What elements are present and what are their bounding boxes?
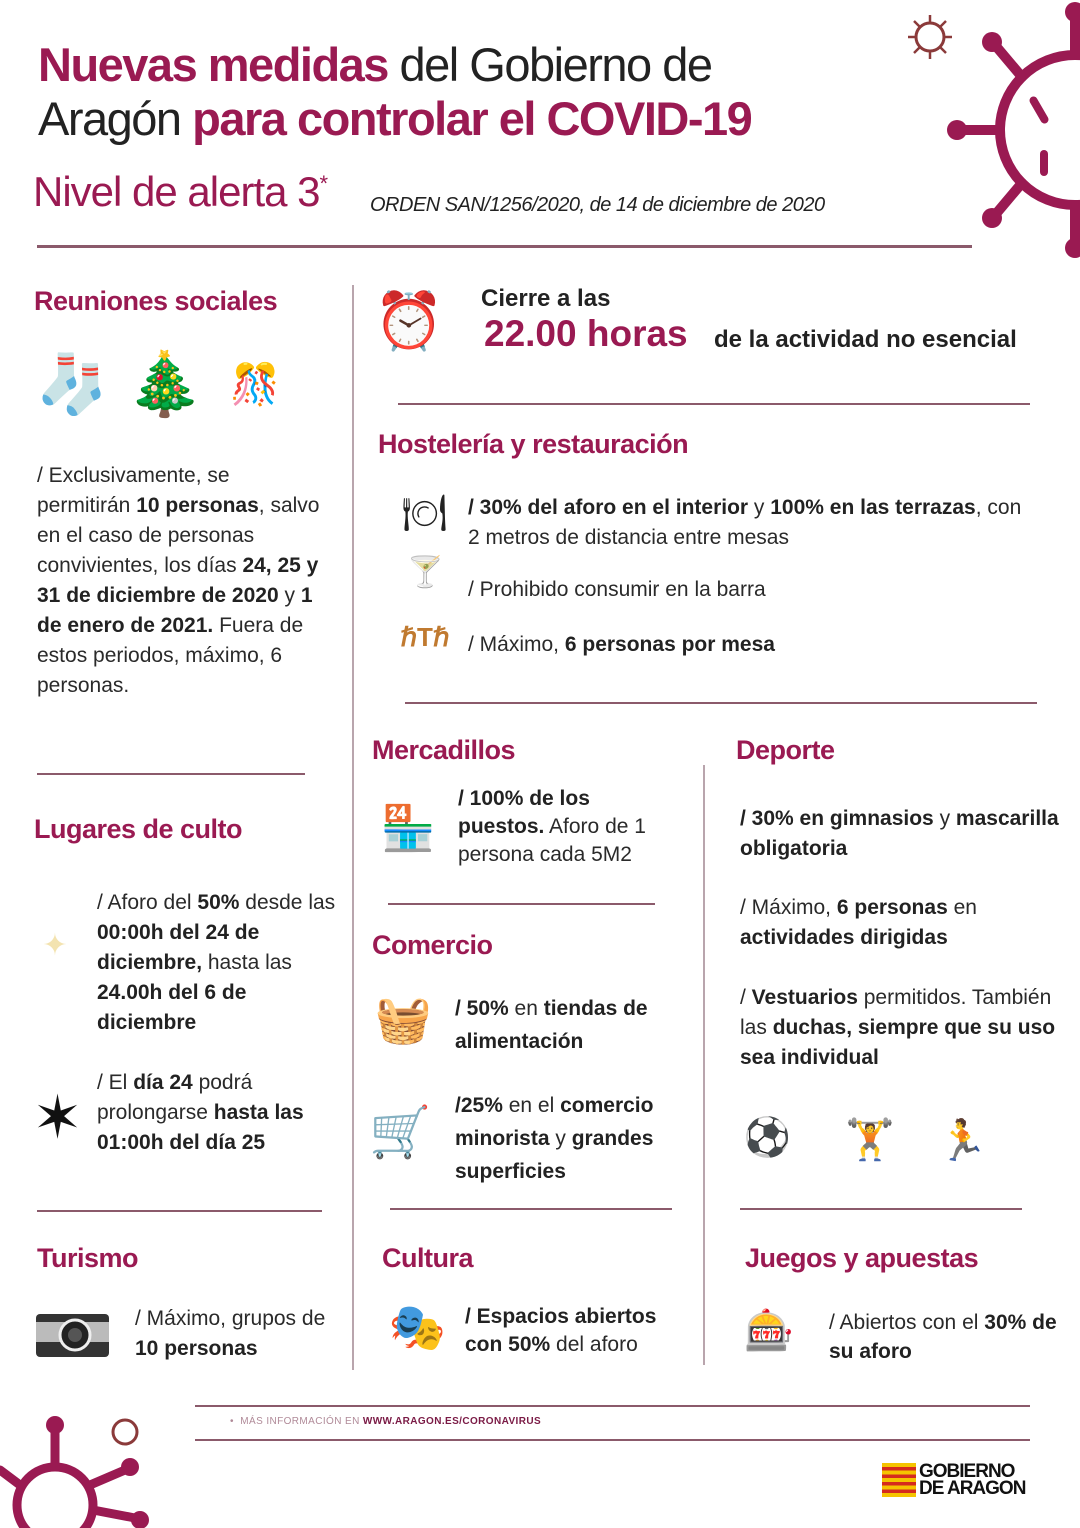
text: Aragón — [38, 92, 193, 145]
cultura-text — [465, 1303, 695, 1359]
bold-text: Nuevas medidas — [38, 38, 388, 91]
bold-text: 00:00h del 24 de diciembre, — [97, 921, 260, 974]
text: hasta las — [202, 951, 292, 974]
text: / Máximo, grupos de — [135, 1307, 326, 1330]
bold-text: actividades dirigidas — [740, 926, 948, 949]
soccer-ball-icon: ⚽ — [743, 1116, 792, 1159]
cierre-time: 22.00 horas — [484, 313, 688, 354]
more-info-prefix: MÁS INFORMACIÓN EN — [240, 1416, 363, 1427]
text: y — [549, 1127, 572, 1150]
table-chairs-icon: ℏTℏ — [400, 622, 450, 652]
text: Fuera de estos periodos, máximo, 6 personas. — [37, 614, 304, 697]
text: / Abiertos con el — [829, 1311, 985, 1334]
comercio-item-1 — [455, 992, 695, 1058]
hosteleria-item-1 — [468, 493, 1038, 553]
bold-text: 24.00h del 6 de diciembre — [97, 981, 247, 1034]
more-info-link[interactable]: WWW.ARAGON.ES/CORONAVIRUS — [362, 1416, 542, 1427]
alert-level-text: Nivel de alerta 3 — [33, 168, 320, 215]
culto-item-2 — [97, 1068, 347, 1158]
bold-text: hasta las 01:00h del día 25 — [97, 1101, 304, 1154]
column-divider-left — [352, 285, 354, 1370]
bold-text: 1 de enero de 2021. — [37, 584, 313, 637]
theater-masks-icon: 🎭 — [388, 1301, 447, 1353]
bold-text: 100% en las terrazas — [770, 496, 976, 519]
text: Aforo de 1 persona cada 5M2 — [458, 815, 646, 866]
divider — [37, 1210, 322, 1212]
section-title-cultura: Cultura — [382, 1243, 473, 1273]
header-divider — [37, 245, 972, 248]
bold-text: / 30% en gimnasios — [740, 807, 934, 830]
section-title-reuniones: Reuniones sociales — [34, 286, 278, 316]
text: / Máximo, — [468, 633, 565, 656]
logo-line-2: DE ARAGON — [919, 1478, 1026, 1499]
divider — [740, 1208, 1022, 1210]
section-title-culto: Lugares de culto — [34, 814, 243, 844]
page-title — [38, 38, 918, 146]
bold-text: /25% — [455, 1094, 503, 1117]
divider — [37, 773, 305, 775]
bold-text: grandes superficies — [455, 1127, 654, 1183]
deporte-item-1 — [740, 804, 1060, 864]
text: y — [933, 807, 956, 830]
text: / El — [97, 1071, 134, 1094]
turismo-text — [135, 1304, 335, 1364]
stocking-icon: 🧦 — [36, 351, 109, 417]
hosteleria-item-3 — [468, 630, 1038, 660]
text: en — [947, 896, 977, 919]
reuniones-text — [37, 461, 322, 701]
virus-icon — [940, 0, 1080, 260]
footer-divider-bottom — [195, 1439, 1030, 1441]
deporte-item-2 — [740, 893, 1060, 953]
comercio-item-2 — [455, 1089, 695, 1188]
text: podrá prolongarse — [97, 1071, 253, 1124]
alarm-clock-icon: ⏰ — [374, 288, 444, 352]
footer-divider-top — [195, 1405, 1030, 1407]
logo-line-1: GOBIERNO — [919, 1461, 1015, 1482]
poker-chips-icon: 🎰 — [744, 1308, 794, 1353]
camera-icon — [35, 1308, 110, 1358]
weightlifter-icon: 🏋 — [845, 1118, 895, 1162]
text: en — [508, 997, 544, 1020]
section-title-hosteleria: Hostelería y restauración — [378, 429, 689, 459]
text: / Aforo del — [97, 891, 198, 914]
christmas-tree-icon: 🎄 — [126, 349, 204, 419]
bold-text: 24, 25 y 31 de diciembre de 2020 — [37, 554, 319, 607]
bold-text: Vestuarios — [751, 986, 858, 1009]
runner-icon: 🏃 — [937, 1118, 988, 1163]
ornaments-icon: 🎊 — [230, 362, 280, 407]
juegos-text — [829, 1308, 1059, 1366]
mercadillos-text — [458, 785, 678, 869]
bold-text: comercio minorista — [455, 1094, 654, 1150]
bold-text: / 100% de los puestos. — [458, 787, 590, 838]
bold-text: día 24 — [133, 1071, 193, 1094]
cocktail-icon: 🍸 — [406, 555, 445, 589]
divider — [388, 903, 655, 905]
bold-text: 6 personas — [836, 896, 948, 919]
section-title-comercio: Comercio — [372, 930, 493, 960]
text: / Prohibido consumir en la barra — [468, 578, 766, 601]
section-title-mercadillos: Mercadillos — [372, 735, 516, 765]
text: , salvo en el caso de personas convivientes, los días — [37, 494, 320, 577]
section-title-deporte: Deporte — [736, 735, 835, 765]
text: / — [740, 986, 752, 1009]
section-title-turismo: Turismo — [37, 1243, 139, 1273]
text: / Máximo, — [740, 896, 837, 919]
bold-text: / 30% del aforo en el interior — [468, 496, 749, 519]
bullet: • — [230, 1416, 241, 1427]
cierre-label: Cierre a las — [481, 285, 611, 312]
culto-item-1 — [97, 888, 347, 1038]
bold-text: duchas, siempre que su uso sea individual — [740, 1016, 1056, 1069]
bold-text: 6 personas por mesa — [564, 633, 775, 656]
cierre-suffix: de la actividad no esencial — [714, 326, 1017, 353]
bold-text: 50% — [197, 891, 240, 914]
text: y — [748, 496, 771, 519]
bold-text: 30% de su aforo — [829, 1311, 1057, 1363]
text: en el — [502, 1094, 561, 1117]
text: , con 2 metros de distancia entre mesas — [468, 496, 1022, 549]
text: del Gobierno de — [387, 38, 712, 91]
text: desde las — [239, 891, 336, 914]
divider — [398, 403, 1030, 405]
gobierno-aragon-logo — [882, 1463, 1025, 1497]
bold-text: 10 personas — [135, 1337, 258, 1360]
bold-text: 10 personas — [136, 494, 259, 517]
text: del aforo — [550, 1333, 638, 1356]
section-title-juegos: Juegos y apuestas — [745, 1243, 979, 1273]
bold-text: / 50% — [455, 997, 509, 1020]
more-info — [230, 1416, 541, 1427]
alert-asterisk: * — [319, 171, 328, 196]
divider — [390, 1208, 672, 1210]
text: / Exclusivamente, se permitirán — [37, 464, 230, 517]
shopping-cart-icon: 🛒 — [369, 1104, 432, 1160]
cloche-icon: 🍽 — [401, 491, 448, 533]
virus-icon-bottom — [0, 1410, 150, 1528]
text: permitidos. También las — [740, 986, 1052, 1039]
market-stall-icon: 🏪 — [380, 803, 436, 853]
column-divider-right — [703, 765, 705, 1365]
order-reference: ORDEN SAN/1256/2020, de 14 de diciembre de 2020 — [370, 194, 825, 216]
alert-level — [33, 168, 327, 216]
bold-text: / Espacios abiertos con 50% — [465, 1305, 657, 1356]
bold-text: mascarilla obligatoria — [740, 807, 1059, 860]
grocery-basket-icon: 🧺 — [374, 993, 433, 1045]
divider — [405, 702, 1037, 704]
deporte-item-3 — [740, 983, 1060, 1073]
star-icon: ✶ — [32, 1083, 83, 1151]
bold-text: para controlar el COVID-19 — [192, 92, 752, 145]
text: y — [278, 584, 301, 607]
bold-text: tiendas de alimentación — [455, 997, 648, 1053]
sparkle-icon: ✦ — [42, 928, 68, 962]
hosteleria-item-2 — [468, 575, 1038, 605]
aragon-flag-icon — [882, 1463, 916, 1497]
